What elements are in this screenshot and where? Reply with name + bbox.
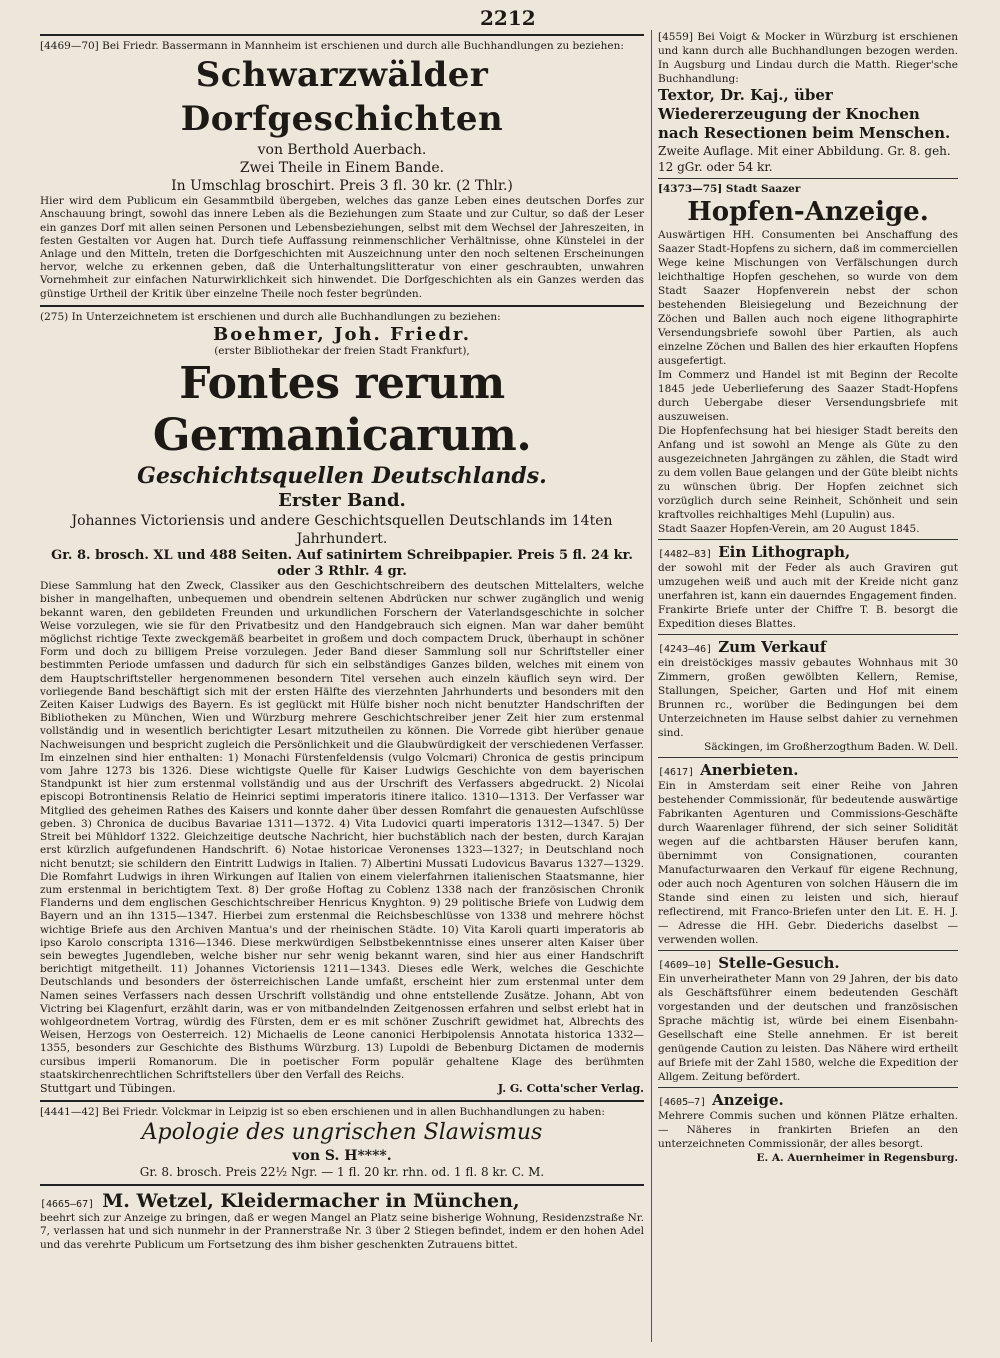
ad-place: Stuttgart und Tübingen. xyxy=(40,1081,176,1095)
ad-title: Fontes rerum Germanicarum. xyxy=(152,358,532,462)
rule xyxy=(658,1087,958,1088)
ad-title: Anerbieten. xyxy=(700,761,799,779)
ad-volumes: Zwei Theile in Einem Bande. xyxy=(239,160,445,177)
ad-body: Hier wird dem Publicum ein Gesammtbild übergeben, welches das ganze Leben eines deutschen Dorfes zur Anschauung bringt, sowohl das innere Leben als die Beziehungen zum Staate und zur Cultur, so daß der Leser ein ganzes Dorf mit allen seinen Personen und Lebensbeziehungen, selbst mit dem Wechsel der Jahreszeiten, in festen Gestalten vor Augen hat. Durch tiefe Auffassung reinmenschlicher Verhältnisse, ohne Künstelei in der Anlage und den Mitteln, treten die Dorfgeschichten mit Auszeichnung unter den noch seltenen Erscheinungen hervor, welche zu erkennen geben, daß die Unterhaltungslitteratur von einer geschraubten, unwahren Vornehmheit zur einfachen Naturwirklichkeit sich hinwendet. Die Dorfgeschichten als ein Ganzes werden das günstige Urtheil der Kritik über einzelne Theile noch fester begründen. xyxy=(40,195,644,300)
rule xyxy=(658,757,958,758)
ad-header: [4559] Bei Voigt & Mocker in Würzburg ist erschienen und kann durch alle Buchhandlungen bezogen werden. In Augsburg und Lindau durch die Matth. Rieger'sche Buchhandlung: xyxy=(658,31,958,85)
ad-title: Anzeige. xyxy=(712,1091,784,1109)
ad-apologie xyxy=(40,1106,644,1180)
ad-body: beehrt sich zur Anzeige zu bringen, daß er wegen Mangel an Platz seine bisherige Wohnung, Residenzstraße Nr. 7, verlassen hat und sich nunmehr in der Prannerstraße Nr. 3 über 2 Stiegen befindet, indem er den hohen Adel und das verehrte Publicum um Fortsetzung des ihm bisher geschenkten Zutrauens bittet. xyxy=(40,1212,644,1251)
ad-verkauf xyxy=(658,638,958,754)
ad-header: [4469—70] Bei Friedr. Bassermann in Mannheim ist erschienen und durch alle Buchhandlungen zu beziehen: xyxy=(40,40,624,52)
ad-header: [4609—10] xyxy=(658,960,713,971)
ad-body: Auswärtigen HH. Consumenten bei Anschaffung des Saazer Stadt-Hopfens zu sichern, daß im commerciellen Wege keine Mischungen von Verfälschungen durch leichthaltige Hopfen geschehen, so wurde von dem Stadt Saazer Hopfenverein nebst der schon bestehenden Bleisiegelung und Bezeichnung der Zöchen und Ballen auch noch eigene lithographirte Versendungsbriefe sowohl über Partien, als auch einzelne Zöchen und Ballen des hier erkauften Hopfens ausgefertigt. xyxy=(658,229,958,367)
ad-editor-note: (erster Bibliothekar der freien Stadt Frankfurt), xyxy=(214,345,470,358)
rule xyxy=(658,634,958,635)
ad-wetzel xyxy=(40,1190,644,1252)
ad-textor xyxy=(658,30,958,175)
ad-header: [4441—42] Bei Friedr. Volckmar in Leipzig ist so eben erschienen und in allen Buchhandlungen zu haben: xyxy=(40,1105,605,1118)
ad-header: [4243—46] xyxy=(658,644,713,655)
ad-editor: Boehmer, Joh. Friedr. xyxy=(212,324,472,346)
ad-header: [4665—67] xyxy=(40,1199,95,1211)
ad-title: Ein Lithograph, xyxy=(718,543,851,561)
ad-header: [4482—83] xyxy=(658,549,713,560)
rule xyxy=(658,539,958,540)
ad-signature: Stadt Saazer Hopfen-Verein, am 20 August 1845. xyxy=(658,523,920,535)
right-column xyxy=(658,30,958,1165)
ad-anerbieten xyxy=(658,761,958,947)
ad-body: Im Commerz und Handel ist mit Beginn der Recolte 1845 jede Ueberlieferung des Saazer Stadt-Hopfens durch Uebergabe dieser Versendungsbriefe mit auszuweisen. xyxy=(658,369,958,423)
rule xyxy=(658,950,958,951)
ad-title: Schwarzwälder Dorfgeschichten xyxy=(180,55,504,140)
ad-stelle xyxy=(658,954,958,1084)
rule xyxy=(40,34,644,36)
ad-author: von Berthold Auerbach. xyxy=(257,142,427,159)
rule xyxy=(658,178,958,179)
page-number: 2212 xyxy=(480,6,536,30)
ad-subtitle: Geschichtsquellen Deutschlands. xyxy=(137,463,547,490)
rule xyxy=(40,1100,644,1102)
ad-author: von S. H****. xyxy=(292,1148,392,1165)
left-column xyxy=(40,30,644,1252)
ad-header: [4373—75] Stadt Saazer xyxy=(658,183,801,195)
ad-header: (275) In Unterzeichnetem ist erschienen und durch alle Buchhandlungen zu beziehen: xyxy=(40,310,501,323)
ad-volume: Erster Band. xyxy=(278,490,406,512)
ad-header: [4605—7] xyxy=(658,1097,707,1108)
ad-body: Mehrere Commis suchen und können Plätze erhalten. — Näheres in frankirten Briefen an den unterzeichneten Commissionär, der alles besorgt. xyxy=(658,1110,958,1150)
rule xyxy=(40,1184,644,1186)
ad-anzeige xyxy=(658,1091,958,1165)
ad-signature: Säckingen, im Großherzogthum Baden. W. Dell. xyxy=(704,741,958,753)
ad-contents: Johannes Victoriensis und andere Geschichtsquellen Deutschlands im 14ten Jahrhundert. xyxy=(71,513,613,548)
ad-title: Stelle-Gesuch. xyxy=(718,954,840,972)
ad-publisher: J. G. Cotta'scher Verlag. xyxy=(497,1081,644,1095)
rule xyxy=(40,305,644,307)
ad-title: Zum Verkauf xyxy=(718,638,827,656)
ad-body: Zweite Auflage. Mit einer Abbildung. Gr. 8. geh. 12 gGr. oder 54 kr. xyxy=(658,144,951,174)
ad-body: Ein unverheiratheter Mann von 29 Jahren, der bis dato als Geschäftsführer einem bedeutenden Geschäft vorgestanden und der deutschen und französischen Sprache mächtig ist, würde bei einem Eisenbahn-Gesellschaft eine Stelle annehmen. Er ist bereit genügende Caution zu leisten. Das Nähere wird ertheilt auf Briefe mit der Zahl 1580, welche die Expedition der Allgem. Zeitung befördert. xyxy=(658,973,958,1083)
ad-title: Textor, Dr. Kaj., über Wiedererzeugung der Knochen nach Resectionen beim Menschen. xyxy=(658,86,951,142)
ad-title: Hopfen-Anzeige. xyxy=(687,197,929,227)
ad-title: M. Wetzel, Kleidermacher in München, xyxy=(102,1190,520,1213)
ad-hopfen xyxy=(658,182,958,536)
ad-body: Die Hopfenfechsung hat bei hiesiger Stadt bereits den Anfang und ist sowohl an Menge als Güte zu den ausgezeichneten Jahrgängen zu zählen, die Stadt wird zu dem vollen Baue gelangen und der Güte bleibt nichts zu wünschen übrig. Der Hopfen zeichnet sich vorzüglich durch seine Reinheit, Schönheit und sein kraftvolles reichhaltiges Mehl (Lupulin) aus. xyxy=(658,425,958,521)
ad-lithograph xyxy=(658,543,958,631)
ad-price: In Umschlag broschirt. Preis 3 fl. 30 kr. (2 Thlr.) xyxy=(171,178,513,195)
ad-fontes xyxy=(40,311,644,1096)
ad-body: Ein in Amsterdam seit einer Reihe von Jahren bestehender Commissionär, für bedeutende auswärtige Fabrikanten Agenturen und Commissions-Geschäfte durch Waarenlager führend, der sich seiner Solidität wegen auf die achtbarsten Häuser berufen kann, übernimmt von Consignationen, couranten Manufacturwaaren den Verkauf für eigene Rechnung, oder auch noch Agenturen von solchen Häusern die im Stande sind einen zu leisten und sich, hierauf reflectirend, mit Franco-Briefen unter den Lit. E. H. J. — Adresse die HH. Gebr. Diederichs daselbst — verwenden wollen. xyxy=(658,780,958,946)
ad-title: Apologie des ungrischen Slawismus xyxy=(141,1120,543,1146)
ad-header: [4617] xyxy=(658,767,695,778)
ad-auerbach xyxy=(40,40,644,301)
ad-signature: E. A. Auernheimer in Regensburg. xyxy=(756,1152,958,1164)
ad-body: der sowohl mit der Feder als auch Graviren gut umzugehen weiß und auch mit der Kreide nicht ganz unerfahren ist, kann ein dauerndes Engagement finden. xyxy=(658,562,958,602)
ad-body: ein dreistöckiges massiv gebautes Wohnhaus mit 30 Zimmern, großen gewölbten Kellern, Remise, Stallungen, Speicher, Garten und Hof mit einem Brunnen rc., worüber die Bedingungen bei dem Unterzeichneten im Hause selbst dahier zu vernehmen sind. xyxy=(658,657,958,739)
ad-body: Diese Sammlung hat den Zweck, Classiker aus den Geschichtschreibern des deutschen Mittelalters, welche bisher in mangelhaften, unbequemen und obendrein seltenen Abdrücken nur schwer zugänglich und wenig bekannt waren, den gebildeten Freunden und urkundlichen Forschern der Vaterlandsgeschichte in solcher Weise vorzulegen, wie sie für den Privatbesitz und den Handgebrauch sich eignen. Man war daher bemüht möglichst richtige Texte zweckgemäß bearbeitet in großem und doch compactem Druck, überhaupt in schöner Form und doch zu billigem Preise vorzulegen. Jeder Band dieser Sammlung soll nur Schriftsteller einer bestimmten Periode umfassen und dadurch für sich ein selbständiges Ganzes bilden, welches mit einem von dem Hauptschriftsteller hergenommenen besondern Titel versehen auch einzeln käuflich seyn wird. Der vorliegende Band beschäftigt sich mit der ersten Hälfte des vierzehnten Jahrhunderts und besonders mit den Zeiten Kaiser Ludwigs des Bayern. Es ist geglückt mit Hülfe bisher noch nicht benutzter Handschriften der Bibliotheken zu München, Wien und Würzburg mehrere Geschichtschreiber jener Zeit hier zum erstenmal vollständig und in wesentlich berichtigter Lesart mitzutheilen zu können. Die Vorrede gibt hierüber genaue Nachweisungen und bespricht zugleich die Persönlichkeit und die Glaubwürdigkeit der verschiedenen Verfasser. Im einzelnen sind hier enthalten: 1) Monachi Fürstenfeldensis (vulgo Volcmari) Chronica de gestis principum vom Jahre 1273 bis 1326. Diese wichtigste Quelle für Kaiser Ludwigs Geschichte von dem bayerischen Standpunkt ist hier zum erstenmal vollständig und aus der Urschrift des Verfassers abgedruckt. 2) Nicolai episcopi Botrontinensis Relatio de Heinrici septimi imperatoris itinere italico. 1310—1313. Der Verfasser war Mitglied des geheimen Rathes des Kaisers und konnte daher über dessen Romfahrt die genauesten Aufschlüsse geben. 3) Chronica de ducibus Bavariae 1311—1372. 4) Vita Ludovici quarti imperatoris 1312—1347. 5) Der Streit bei Mühldorf 1322. Gleichzeitige deutsche Nachricht, hier buchstäblich nach der besten, durch Karajan erst kürzlich aufgefundenen Handschrift. 6) Notae historicae Veronenses 1323—1327; in Deutschland noch nicht benutzt; sie schildern den Eintritt Ludwigs in Italien. 7) Albertini Mussati Ludovicus Bavarus 1327—1329. Die Romfahrt Ludwigs in ihren Wirkungen auf Italien von einem vielerfahrnen italienischen Staatsmanne, hier zum erstenmal in berichtigtem Text. 8) Der große Hoftag zu Coblenz 1338 nach der französischen Chronik Flanderns und dem englischen Geschichtschreiber Henricus Knyghton. 9) 29 politische Briefe von Ludwig dem Bayern und an ihn 1315—1347. Hierbei zum erstenmal die Reichsbeschlüsse von 1338 und mehrere höchst wichtige Briefe aus den Archiven Mantua's und der rheinischen Städte. 10) Vita Karoli quarti imperatoris ab ipso Karolo conscripta 1316—1346. Diese merkwürdigen Selbstbekenntnisse eines unserer alten Kaiser über sein bewegtes Jugendleben, welche bisher nur sehr wenig bekannt waren, sind hier aus einer Handschrift berichtigt mitgetheilt. 11) Johannes Victoriensis 1211—1343. Dieses edle Werk, welches die Geschichte Deutschlands und besonders der österreichischen Lande umfaßt, erscheint hier zum erstenmal unter dem Namen seines Verfassers nach dessen Urschrift vollständig und ohne entstellende Zusätze. Johann, Abt von Victring bei Klagenfurt, erzählt darin, was er von mitbandelnden Zeitgenossen erfahren und selbst erlebt hat in wohlgeordnetem Vortrag, würdig des Fürsten, dem er es mit schöner Zuschrift gewidmet hat, Albrechts des Weisen, Herzogs von Oesterreich. 12) Michaelis de Leone canonici Herbipolensis Annotata historica 1332—1355, besonders zur Geschichte des Bisthums Würzburg. 13) Lupoldi de Bebenburg Dictamen de modernis cursibus imperii Romanorum. Die in poetischer Form populär gehaltene Klage des berühmten staatskirchenrechtlichen Schriftstellers über den Verfall des Reichs. xyxy=(40,580,644,1081)
column-divider xyxy=(651,30,652,1342)
ad-body: Frankirte Briefe unter der Chiffre T. B. besorgt die Expedition dieses Blattes. xyxy=(658,604,958,630)
ad-price: Gr. 8. brosch. XL und 488 Seiten. Auf satinirtem Schreibpapier. Preis 5 fl. 24 kr. oder 3 Rthlr. 4 gr. xyxy=(51,548,633,580)
ad-price: Gr. 8. brosch. Preis 22½ Ngr. — 1 fl. 20 kr. rhn. od. 1 fl. 8 kr. C. M. xyxy=(139,1165,545,1180)
